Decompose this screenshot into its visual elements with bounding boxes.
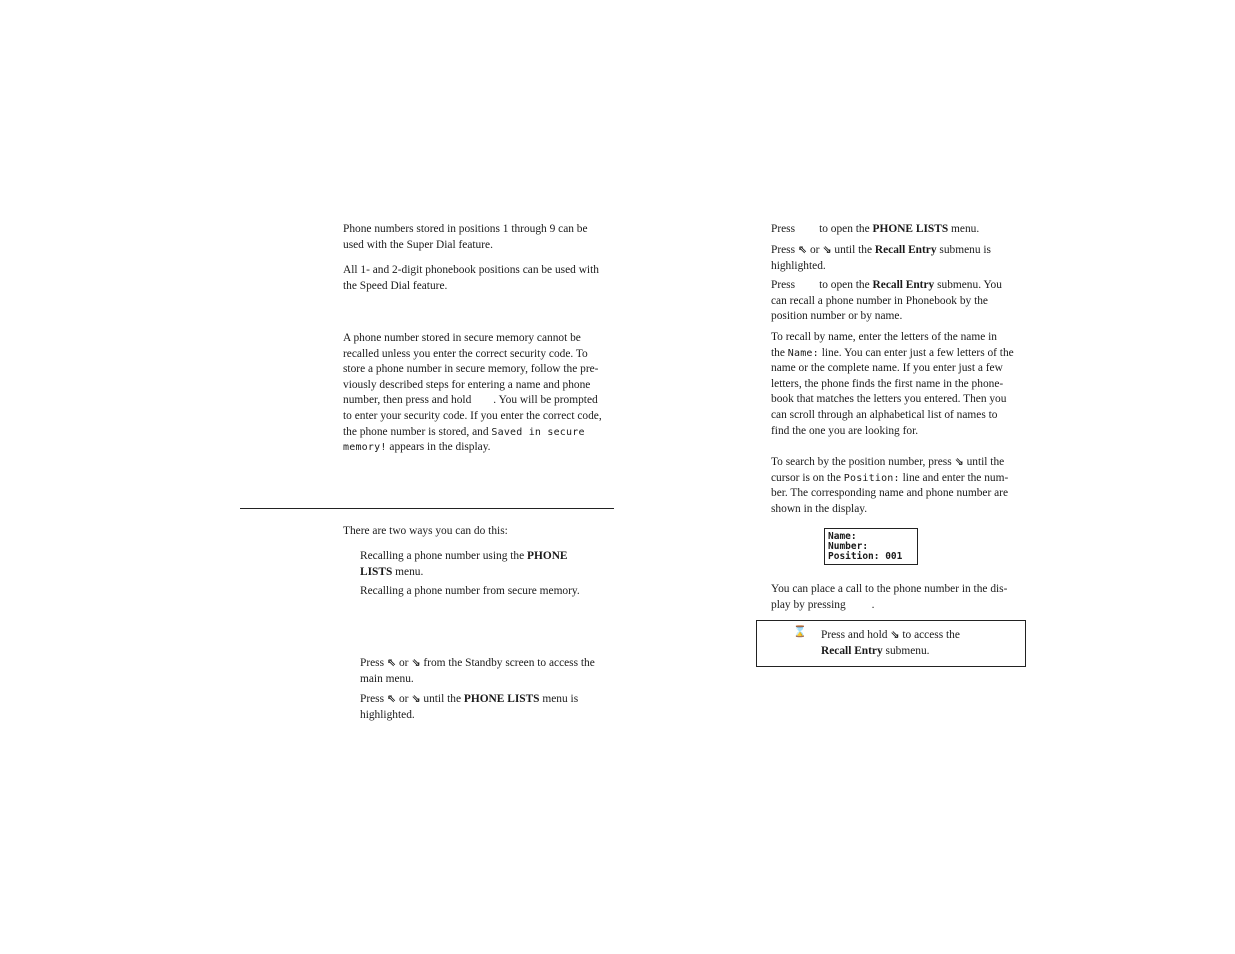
arrow-down-right-icon: ⇘ <box>411 656 421 669</box>
step-5: Press to open the Recall Entry submenu. You can recall a phone number in Phonebook by the position number or by name. <box>771 279 1002 323</box>
shortcut-note <box>756 620 1026 667</box>
paragraph-speed-dial: All 1- and 2-digit phonebook positions can be used with the Speed Dial feature. <box>343 264 599 292</box>
arrow-up-left-icon: ⇖ <box>386 692 397 705</box>
arrow-up-left-icon: ⇖ <box>797 243 808 256</box>
section-divider <box>240 508 614 509</box>
lcd-line-name: Name: <box>828 531 857 542</box>
lcd-display <box>824 528 918 565</box>
hourglass-icon: ⌛ <box>793 625 807 638</box>
list-item-way1: Recalling a phone number using the PHONE LISTS menu. <box>360 550 568 578</box>
paragraph-secure-memory: A phone number stored in secure memory cannot be recalled unless you enter the correct security code. To store a phone number in secure memory, follow the pre- viously described steps for entering a name and phone number, then press and hold . You will be prompted to enter your security code. If you enter the correct code, the phone number is stored, and Saved in secure memory! appears in the display. <box>343 332 602 454</box>
arrow-down-right-icon: ⇘ <box>890 628 900 641</box>
step-3: Press to open the PHONE LISTS menu. <box>771 223 980 235</box>
note-text: Press and hold ⇘ to access the Recall Entry submenu. <box>821 628 960 657</box>
arrow-down-right-icon: ⇘ <box>954 455 964 468</box>
paragraph-recall-by-name: To recall by name, enter the letters of the name in the Name: line. You can enter just a few letters of the name or the complete name. If you enter just a few letters, the phone finds the first name in the phone- book that matches the letters you entered. Then you can scroll through an alphabetical list of names to find the one you are looking for. <box>771 331 1014 437</box>
display-text-saved: Saved in secure <box>491 426 585 438</box>
display-text-name: Name: <box>787 347 819 359</box>
paragraph-place-call: You can place a call to the phone number in the dis- play by pressing . <box>771 583 1008 611</box>
step-1: Press ⇖ or ⇘ from the Standby screen to access the main menu. <box>360 656 595 685</box>
paragraph-super-dial: Phone numbers stored in positions 1 through 9 can be used with the Super Dial feature. <box>343 223 588 251</box>
ways-intro: There are two ways you can do this: <box>343 525 508 537</box>
display-text-position: Position: <box>843 472 900 484</box>
lcd-line-number: Number: <box>828 541 869 552</box>
arrow-down-right-icon: ⇘ <box>411 692 421 705</box>
lcd-line-position: Position: 001 <box>828 551 903 562</box>
paragraph-search-by-position: To search by the position number, press ⇘ until the cursor is on the Position: line and enter the num- ber. The corresponding name and phone number are shown in the display. <box>771 455 1009 515</box>
list-item-way2: Recalling a phone number from secure memory. <box>360 585 580 597</box>
step-4: Press ⇖ or ⇘ until the Recall Entry submenu is highlighted. <box>771 243 991 272</box>
arrow-up-left-icon: ⇖ <box>386 656 397 669</box>
step-2: Press ⇖ or ⇘ until the PHONE LISTS menu is highlighted. <box>360 692 579 721</box>
arrow-down-right-icon: ⇘ <box>822 243 832 256</box>
display-text-memory: memory! <box>343 442 387 454</box>
